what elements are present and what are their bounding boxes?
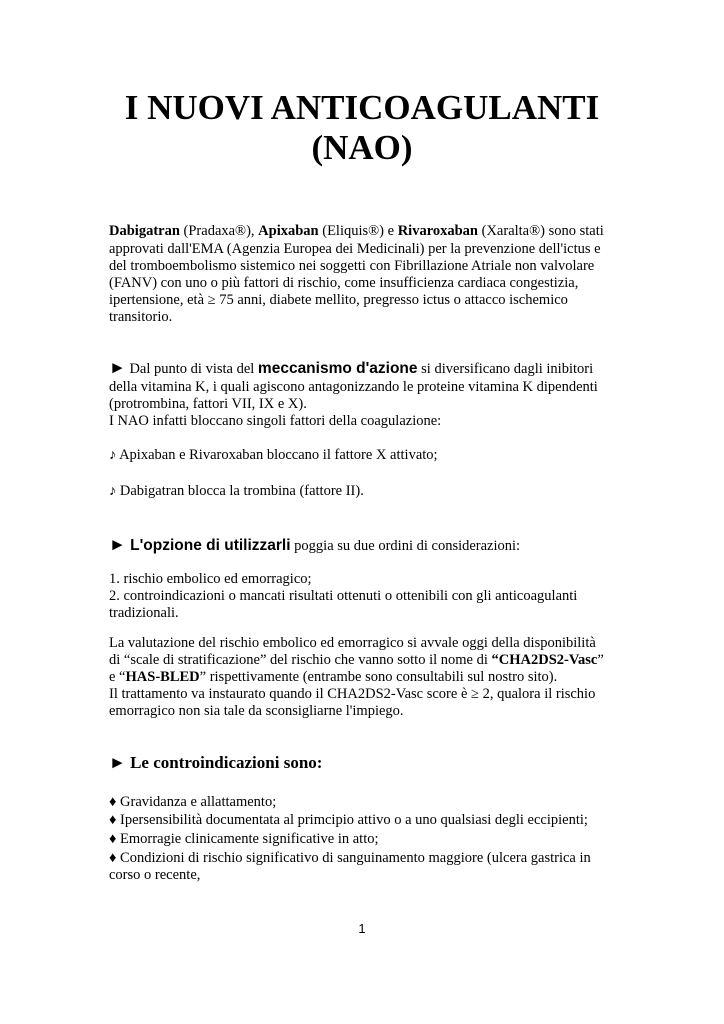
option-heading-line [109, 536, 629, 555]
mechanism-item-2 [109, 482, 629, 500]
option-text: ” [597, 652, 604, 668]
intro-text: (Pradaxa®), [179, 223, 259, 239]
mechanism-text: Dal punto di vista del [125, 361, 258, 377]
diamond-bullet-icon: ♦ [109, 812, 117, 828]
contra-item-1 [109, 793, 629, 811]
option-list-1: 1. rischio embolico ed emorragico; [109, 571, 312, 587]
intro-line-5: ipertensione, età ≥ 75 anni, diabete mellito, pregresso ictus o attacco ischemico [109, 292, 568, 308]
score-cha2ds2-vasc: “CHA2DS2-Vasc [491, 652, 598, 668]
mechanism-text: si diversificano dagli inibitori [417, 361, 594, 377]
document-title-line2: (NAO) [311, 128, 413, 167]
intro-line-2: approvati dall'EMA (Agenzia Europea dei Medicinali) per la prevenzione dell'ictus e [109, 241, 601, 257]
contra-heading: Le controindicazioni sono: [125, 753, 323, 772]
option-list-2: 2. controindicazioni o mancati risultati ottenuti o ottenibili con gli anticoagulanti [109, 588, 578, 604]
option-para-3 [109, 668, 629, 686]
option-text: poggia su due ordini di considerazioni: [290, 538, 521, 554]
drug-dabigatran: Dabigatran [109, 223, 180, 239]
drug-apixaban: Apixaban [258, 223, 319, 239]
contra-item-3 [109, 830, 629, 848]
option-text: ” rispettivamente (entrambe sono consultabili sul nostro sito). [199, 669, 558, 685]
mechanism-line-3: (protrombina, fattori VII, IX e X). [109, 396, 307, 412]
option-para-5: emorragico non sia tale da sconsigliarne l'impiego. [109, 703, 404, 719]
intro-text: (Eliquis®) e [318, 223, 398, 239]
intro-line-6: transitorio. [109, 309, 173, 325]
option-para-2 [109, 651, 629, 669]
contra-item-2 [109, 811, 629, 829]
option-text: di “scale di stratificazione” del rischio che vanno sotto il nome di [109, 652, 492, 668]
document-title-line1: I NUOVI ANTICOAGULANTI [124, 88, 600, 127]
option-para-4: Il trattamento va instaurato quando il CHA2DS2-Vasc score è ≥ 2, qualora il rischio [109, 686, 596, 702]
diamond-bullet-icon: ♦ [109, 831, 117, 847]
score-has-bled: HAS-BLED [125, 669, 200, 685]
diamond-bullet-icon: ♦ [109, 850, 117, 866]
intro-text: (Xaralta®) sono stati [478, 223, 604, 239]
item-text: Emorragie clinicamente significative in atto; [116, 831, 379, 847]
intro-line-4: (FANV) con uno o più fattori di rischio, come insufficienza cardiaca congestizia, [109, 275, 579, 291]
diamond-bullet-icon: ♦ [109, 794, 117, 810]
music-note-icon: ♪ [109, 447, 117, 463]
intro-line-1 [109, 222, 629, 240]
option-list-2b: tradizionali. [109, 605, 179, 621]
option-keyword: L'opzione di utilizzarli [125, 537, 291, 554]
mechanism-heading-line [109, 359, 629, 378]
item-text: Ipersensibilità documentata al primcipio attivo o a uno qualsiasi degli eccipienti; [116, 812, 588, 828]
mechanism-line-2: della vitamina K, i quali agiscono antagonizzando le proteine vitamina K dipendenti [109, 379, 598, 395]
option-text: e “ [109, 669, 126, 685]
arrow-bullet-icon: ► [109, 753, 126, 772]
item-text: Condizioni di rischio significativo di sanguinamento maggiore (ulcera gastrica in [116, 850, 591, 866]
arrow-bullet-icon: ► [109, 535, 126, 554]
drug-rivaroxaban: Rivaroxaban [397, 223, 478, 239]
page-number: 1 [358, 921, 366, 936]
contra-item-4b: corso o recente, [109, 867, 201, 883]
item-text: Apixaban e Rivaroxaban bloccano il fattore X attivato; [116, 447, 438, 463]
mechanism-line-4: I NAO infatti bloccano singoli fattori della coagulazione: [109, 413, 442, 429]
item-text: Dabigatran blocca la trombina (fattore II). [116, 483, 364, 499]
option-para-1: La valutazione del rischio embolico ed emorragico si avvale oggi della disponibilità [109, 635, 596, 651]
contra-item-4 [109, 849, 629, 867]
music-note-icon: ♪ [109, 483, 117, 499]
intro-line-3: del tromboembolismo sistemico nei soggetti con Fibrillazione Atriale non valvolare [109, 258, 595, 274]
contra-heading-line [109, 754, 629, 773]
arrow-bullet-icon: ► [109, 358, 126, 377]
mechanism-item-1 [109, 446, 629, 464]
item-text: Gravidanza e allattamento; [116, 794, 277, 810]
mechanism-keyword: meccanismo d'azione [257, 360, 418, 377]
